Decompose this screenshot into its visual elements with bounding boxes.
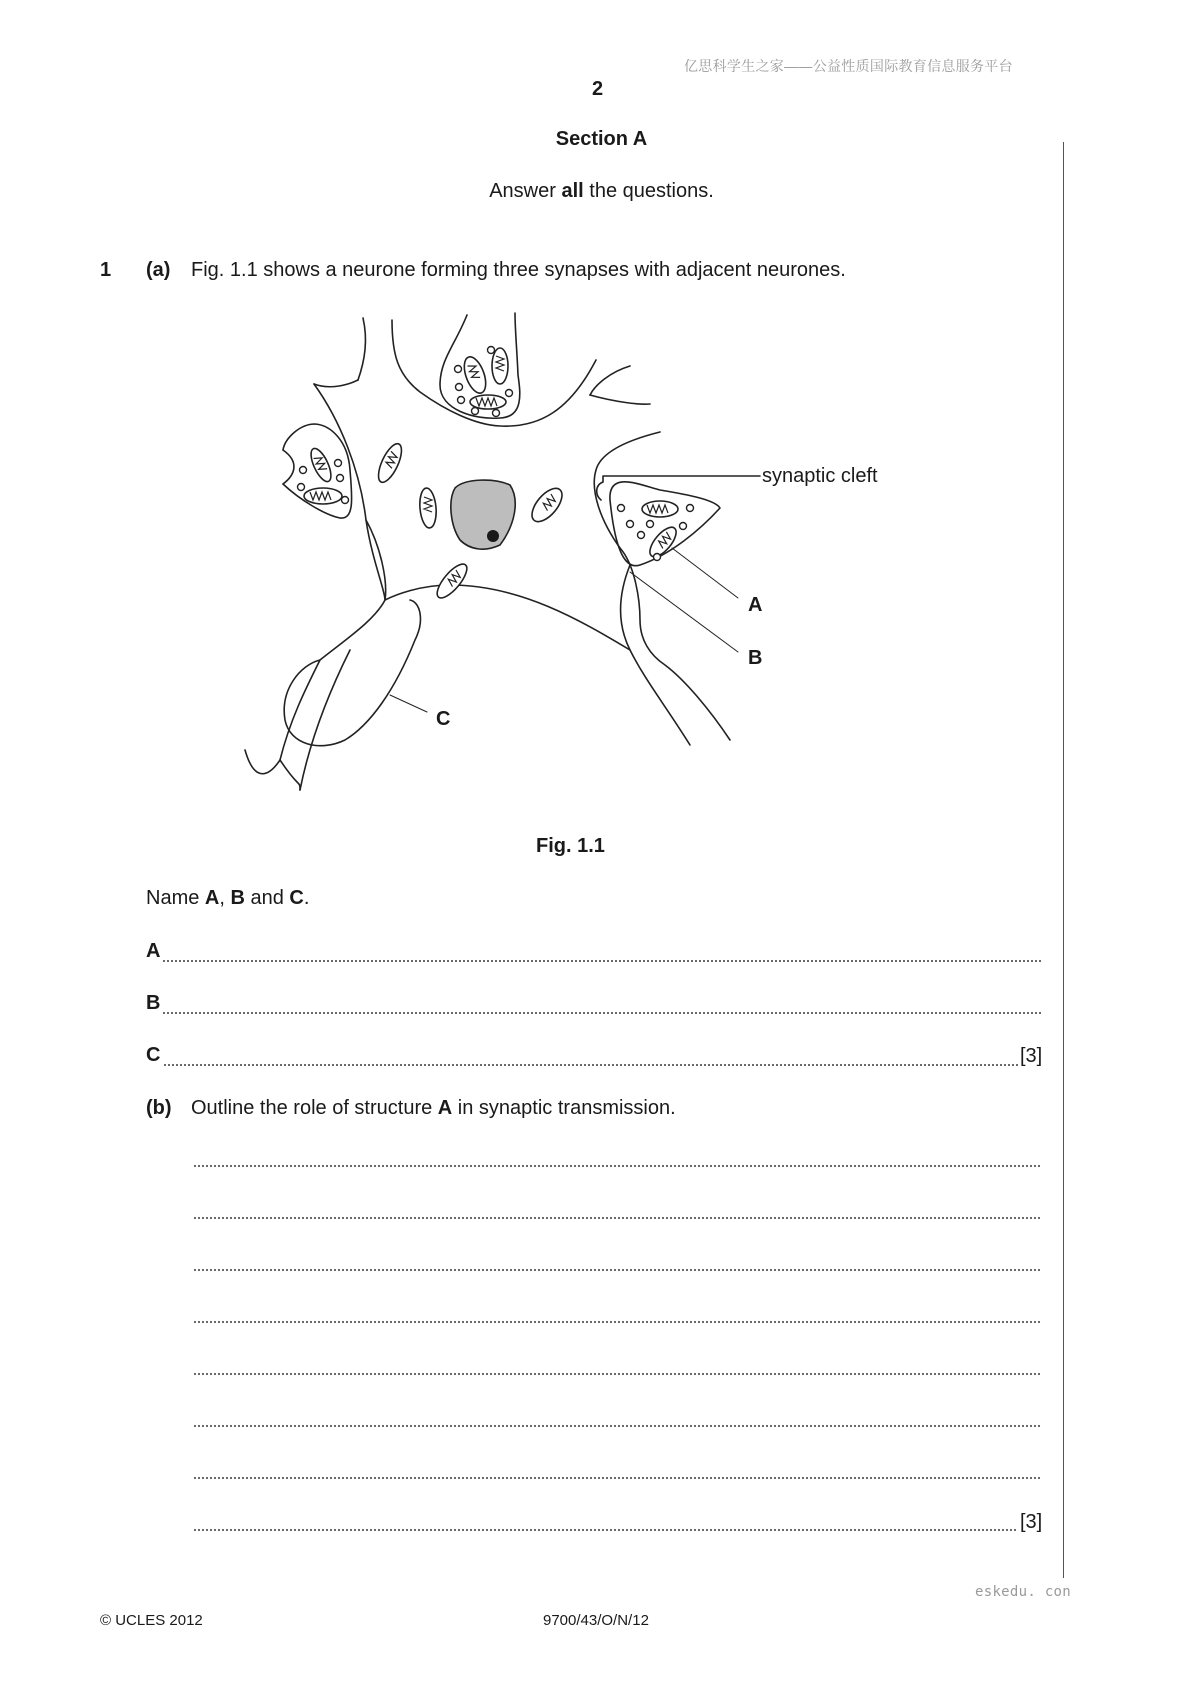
leader-line-b (630, 572, 738, 652)
answer-line-b[interactable] (162, 1012, 1042, 1014)
instruction: Answer all the questions. (489, 180, 714, 202)
answer-line-b6[interactable] (193, 1425, 1042, 1427)
nucleus (451, 480, 515, 549)
answer-label-c: C (146, 1044, 161, 1066)
nucleolus (487, 530, 499, 542)
watermark-bottom: eskedu. con (975, 1584, 1072, 1600)
answer-label-b: B (146, 992, 161, 1014)
question-number: 1 (100, 259, 112, 281)
figure-caption: Fig. 1.1 (536, 835, 605, 857)
answer-line-a[interactable] (162, 960, 1042, 962)
leader-line-c (390, 695, 427, 712)
mitochondria (304, 348, 681, 602)
label-a: A (748, 594, 763, 616)
answer-line-b3[interactable] (193, 1269, 1042, 1271)
footer-copyright: © UCLES 2012 (100, 1612, 203, 1629)
part-a-label: (a) (146, 259, 171, 281)
answer-line-b4[interactable] (193, 1321, 1042, 1323)
answer-line-b7[interactable] (193, 1477, 1042, 1479)
answer-line-b1[interactable] (193, 1165, 1042, 1167)
myelin-sheath (284, 600, 420, 746)
footer-code: 9700/43/O/N/12 (543, 1612, 649, 1629)
marks-b: [3] (1020, 1511, 1043, 1533)
label-c: C (436, 708, 451, 730)
marks-a: [3] (1020, 1045, 1043, 1067)
answer-label-a: A (146, 940, 161, 962)
watermark-top: 亿思科学生之家——公益性质国际教育信息服务平台 (684, 58, 1013, 74)
leader-line-a (672, 548, 738, 598)
answer-line-b2[interactable] (193, 1217, 1042, 1219)
neurone-diagram (0, 0, 1191, 820)
part-b-text: Outline the role of structure A in synaptic transmission. (191, 1097, 676, 1119)
answer-line-b8[interactable] (193, 1529, 1018, 1531)
section-title: Section A (555, 128, 648, 150)
part-a-text: Fig. 1.1 shows a neurone forming three synapses with adjacent neurones. (191, 259, 846, 281)
answer-line-b5[interactable] (193, 1373, 1042, 1375)
part-b-label: (b) (146, 1097, 172, 1119)
synaptic-cleft-bracket (597, 476, 760, 500)
label-synaptic-cleft: synaptic cleft (762, 465, 878, 487)
page-number: 2 (592, 78, 604, 100)
label-b: B (748, 647, 763, 669)
name-prompt: Name A, B and C. (146, 887, 310, 909)
answer-line-c[interactable] (163, 1064, 1018, 1066)
dendrite-outline (358, 318, 365, 380)
